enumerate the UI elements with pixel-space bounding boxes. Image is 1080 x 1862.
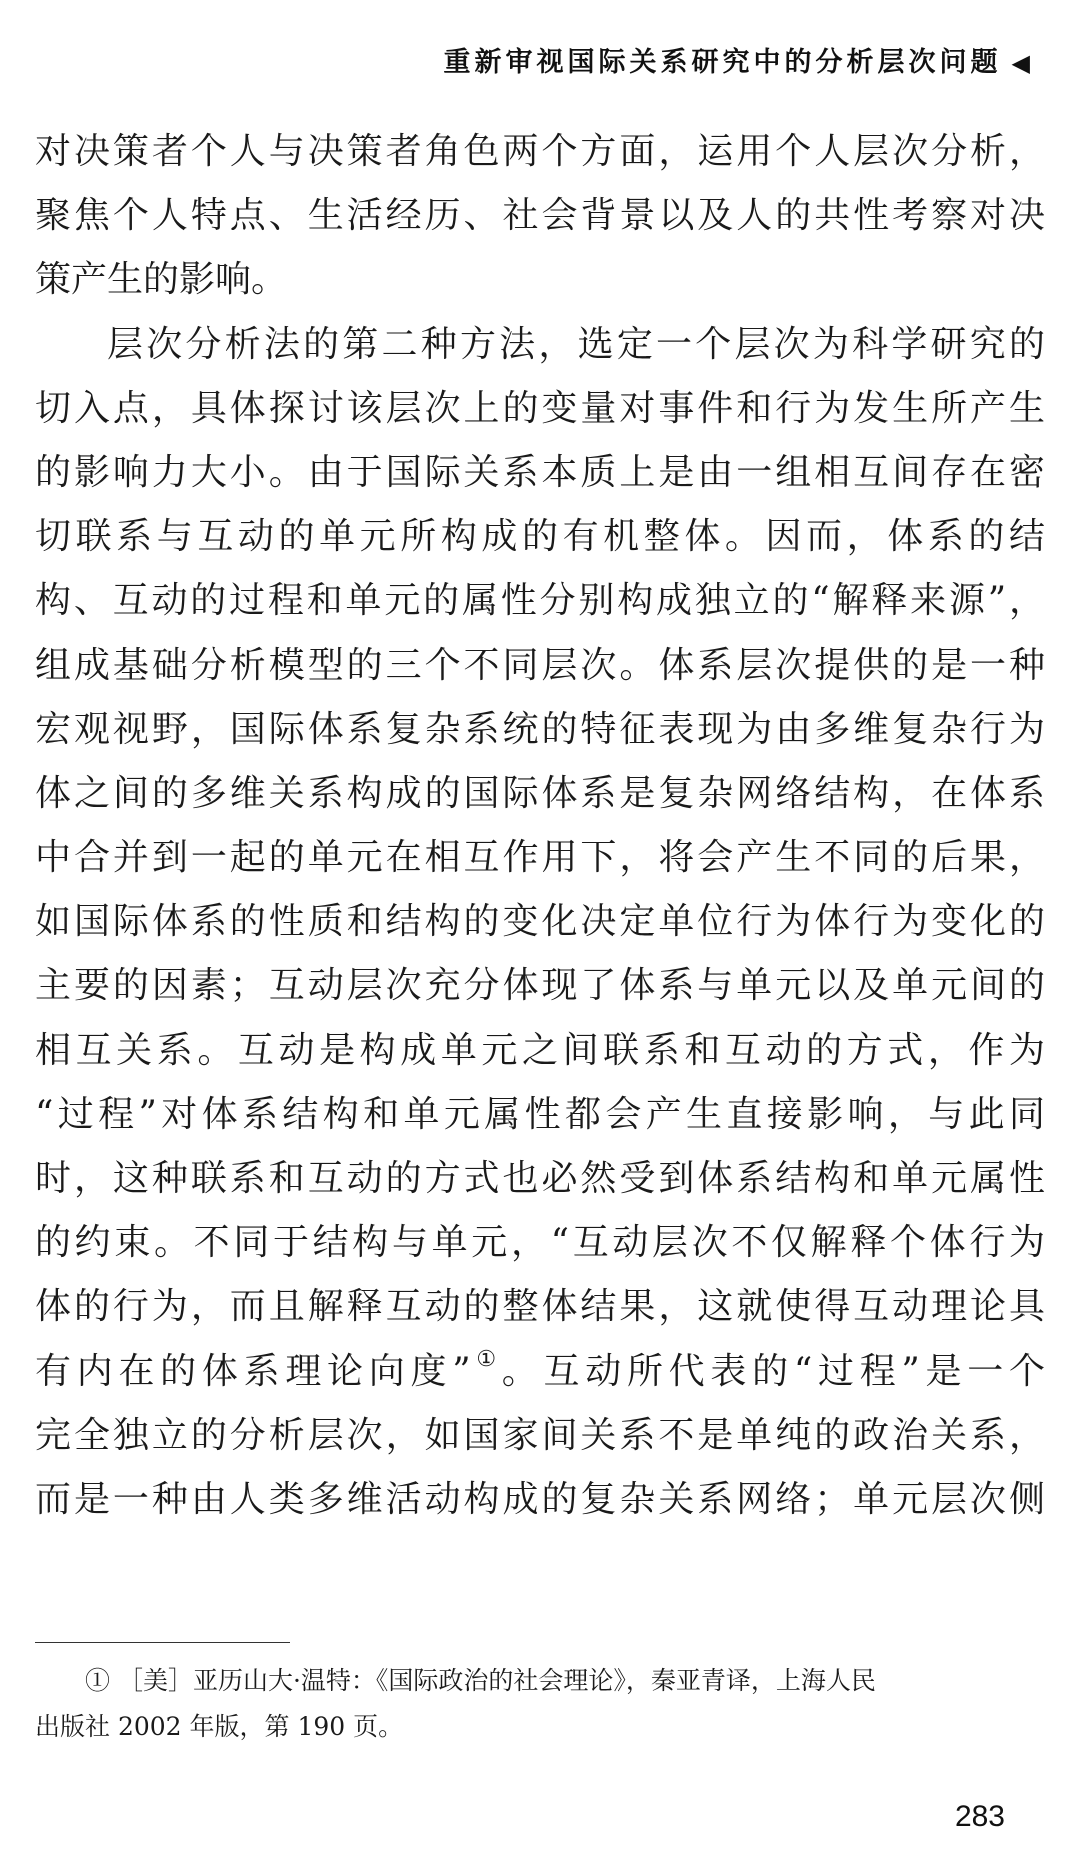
page-number: 283	[954, 1800, 1005, 1833]
paragraph-line: 对决策者个人与决策者角色两个方面，运用个人层次分析，	[35, 131, 1045, 172]
paragraph-line: 完全独立的分析层次，如国家间关系不是单纯的政治关系，	[35, 1414, 1045, 1456]
paragraph-line: 组成基础分析模型的三个不同层次。体系层次提供的是一种	[35, 644, 1045, 686]
footnote-reference[interactable]: ①	[470, 1346, 502, 1372]
footnote-line: ① ［美］亚历山大·温特：《国际政治的社会理论》，秦亚青译，上海人民	[85, 1666, 876, 1695]
paragraph-line: 如国际体系的性质和结构的变化决定单位行为体行为变化的	[35, 901, 1045, 943]
running-header	[444, 40, 1030, 79]
paragraph-line-with-footnote	[35, 1340, 1045, 1404]
triangle-left-icon: ◀	[1011, 49, 1030, 77]
paragraph-text: 。互动所代表的“过程”是一个	[501, 1350, 1045, 1392]
running-title: 重新审视国际关系研究中的分析层次问题	[443, 47, 1002, 78]
footnote-line: 出版社 2002 年版，第 190 页。	[35, 1712, 404, 1741]
paragraph-line: 层次分析法的第二种方法，选定一个层次为科学研究的	[107, 323, 1045, 365]
paragraph-line: 时，这种联系和互动的方式也必然受到体系结构和单元属性	[35, 1158, 1045, 1199]
paragraph-text: 有内在的体系理论向度”	[35, 1350, 471, 1392]
paragraph-line: 的影响力大小。由于国际关系本质上是由一组相互间存在密	[35, 451, 1045, 493]
paragraph-line: 中合并到一起的单元在相互作用下，将会产生不同的后果，	[35, 837, 1045, 879]
paragraph-line: “过程”对体系结构和单元属性都会产生直接影响，与此同	[35, 1093, 1045, 1135]
paragraph-line: 聚焦个人特点、生活经历、社会背景以及人的共性考察对决	[35, 195, 1045, 237]
paragraph-line: 体之间的多维关系构成的国际体系是复杂网络结构，在体系	[35, 772, 1045, 814]
paragraph-line: 体的行为，而且解释互动的整体结果，这就使得互动理论具	[35, 1286, 1045, 1328]
paragraph-line: 宏观视野，国际体系复杂系统的特征表现为由多维复杂行为	[35, 708, 1045, 750]
footnote-divider	[35, 1642, 290, 1643]
paragraph-line: 主要的因素；互动层次充分体现了体系与单元以及单元间的	[35, 965, 1045, 1007]
paragraph-line: 的约束。不同于结构与单元，“互动层次不仅解释个体行为	[35, 1222, 1045, 1264]
paragraph-line: 策产生的影响。	[35, 259, 288, 301]
paragraph-line: 构、互动的过程和单元的属性分别构成独立的“解释来源”，	[35, 580, 1045, 622]
footnote	[35, 1658, 1045, 1750]
paragraph-line: 切联系与互动的单元所构成的有机整体。因而，体系的结	[35, 516, 1045, 558]
body-text	[35, 120, 1045, 1532]
paragraph-line: 切入点，具体探讨该层次上的变量对事件和行为发生所产生	[35, 387, 1045, 429]
paragraph-line: 而是一种由人类多维活动构成的复杂关系网络；单元层次侧	[35, 1478, 1045, 1520]
paragraph-line: 相互关系。互动是构成单元之间联系和互动的方式，作为	[35, 1029, 1045, 1071]
